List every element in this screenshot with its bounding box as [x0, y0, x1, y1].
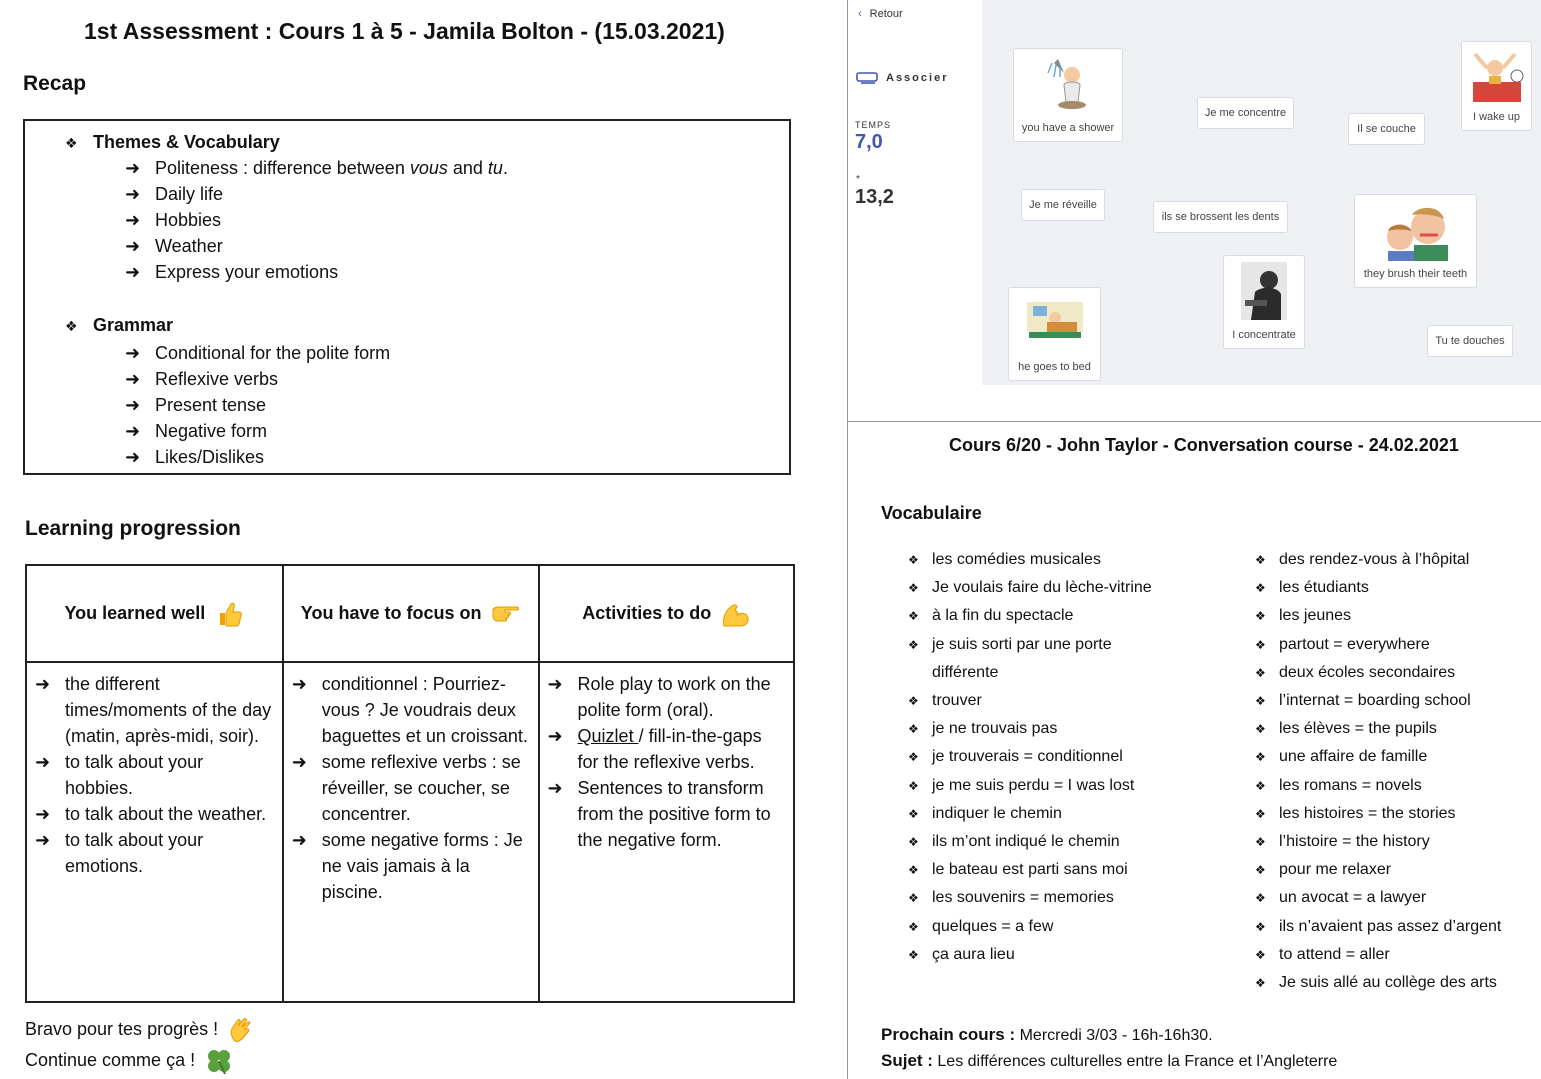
- theme-item: ➜ Weather: [125, 236, 223, 256]
- card-je-me-reveille[interactable]: Je me réveille: [1021, 189, 1105, 221]
- vocab-item: ❖ un avocat = a lawyer: [1255, 889, 1427, 907]
- theme-item: ➜ Daily life: [125, 184, 224, 204]
- arrow-icon: ➜: [125, 369, 141, 389]
- vocab-item: ❖ partout = everywhere: [1255, 635, 1430, 653]
- recap-heading: Recap: [23, 72, 87, 95]
- vocab-item: ❖ ils n’avaient pas assez d’argent: [1255, 917, 1502, 935]
- diamond-bullet-icon: ❖: [1255, 553, 1266, 567]
- vocab-item: ❖ les romans = novels: [1255, 776, 1422, 794]
- bed-illustration-icon: [1025, 300, 1085, 344]
- diamond-bullet-icon: ❖: [908, 806, 919, 821]
- theme-item: ➜ Politeness : difference between vous and tu.: [125, 158, 508, 178]
- vocab-item: ❖ trouver: [908, 692, 982, 709]
- horizontal-divider: [848, 421, 1541, 422]
- vocab-item: ❖ je trouverais = conditionnel: [908, 748, 1123, 766]
- brush-teeth-photo-icon: [1376, 201, 1456, 261]
- grammar-item: ➜ Reflexive verbs: [125, 369, 279, 389]
- subject-line: Sujet : Les différences culturelles entre la France et l’Angleterre: [881, 1051, 1338, 1070]
- activities-cell: [539, 662, 794, 1002]
- card-tu-te-douches[interactable]: Tu te douches: [1427, 325, 1513, 357]
- theme-item: ➜ Express your emotions: [125, 262, 339, 282]
- vocab-item: ❖ ils m’ont indiqué le chemin: [908, 833, 1120, 850]
- wake-up-illustration-icon: [1467, 46, 1527, 106]
- card-you-have-a-shower[interactable]: you have a shower: [1013, 48, 1123, 142]
- themes-heading-row: ❖ Themes & Vocabulary: [65, 132, 280, 152]
- game-board: [982, 0, 1541, 385]
- assessment-title: 1st Assessment : Cours 1 à 5 - Jamila Bolton - (15.03.2021): [84, 18, 725, 44]
- diamond-bullet-icon: ❖: [908, 581, 919, 596]
- vocab-item: ❖ les histoires = the stories: [1255, 804, 1456, 822]
- vocab-item: ❖ pour me relaxer: [1255, 861, 1392, 879]
- diamond-bullet-icon: ❖: [908, 891, 919, 906]
- arrow-icon: ➜: [125, 236, 141, 256]
- arrow-icon: ➜: [125, 395, 141, 415]
- arrow-icon: ➜: [125, 421, 141, 441]
- continue-line: Continue comme ça !: [25, 1046, 234, 1076]
- vocab-item: ❖ une affaire de famille: [1255, 748, 1428, 766]
- diamond-bullet-icon: ❖: [908, 722, 919, 737]
- progression-heading: Learning progression: [25, 517, 241, 540]
- diamond-bullet-icon: ❖: [1255, 609, 1266, 624]
- diamond-bullet-icon: ❖: [1255, 806, 1266, 821]
- list-item: ➜ to talk about your hobbies.: [65, 749, 276, 801]
- arrow-icon: ➜: [125, 262, 141, 282]
- diamond-bullet-icon: ❖: [1255, 947, 1266, 962]
- list-item: ➜ to talk about your emotions.: [65, 827, 276, 879]
- grammar-heading-row: ❖ Grammar: [65, 315, 174, 335]
- arrow-icon: ➜: [547, 726, 563, 746]
- matching-game-panel: [848, 0, 1541, 420]
- vocab-item: ❖ le bateau est parti sans moi: [908, 861, 1128, 879]
- diamond-bullet-icon: ❖: [908, 947, 919, 962]
- vocab-item: ❖ to attend = aller: [1255, 945, 1390, 963]
- best-time-value: 13,2: [855, 186, 894, 208]
- recap-box: [23, 119, 791, 475]
- card-ils-se-brossent-les-dents[interactable]: ils se brossent les dents: [1153, 201, 1288, 233]
- diamond-bullet-icon: ❖: [908, 835, 919, 849]
- card-i-wake-up[interactable]: I wake up: [1461, 41, 1532, 131]
- diamond-bullet-icon: ❖: [908, 750, 919, 765]
- vocab-heading: Vocabulaire: [881, 503, 982, 523]
- list-item: ➜ some negative forms : Je ne vais jamais à la piscine.: [322, 827, 532, 905]
- arrow-icon: ➜: [35, 674, 51, 694]
- card-they-brush-their-teeth[interactable]: they brush their teeth: [1354, 194, 1477, 288]
- list-item: ➜ to talk about the weather.: [65, 801, 276, 827]
- vocab-item: ❖ les souvenirs = memories: [908, 889, 1114, 907]
- grammar-item: ➜ Present tense: [125, 395, 267, 415]
- arrow-icon: ➜: [125, 343, 141, 363]
- clapping-hands-icon: [227, 1015, 257, 1045]
- diamond-bullet-icon: ❖: [65, 135, 78, 151]
- card-il-se-couche[interactable]: Il se couche: [1348, 113, 1425, 145]
- arrow-icon: ➜: [125, 447, 141, 467]
- flexed-biceps-icon: [720, 599, 750, 629]
- grammar-item: ➜ Conditional for the polite form: [125, 343, 391, 363]
- diamond-bullet-icon: ❖: [1255, 665, 1266, 680]
- diamond-bullet-icon: ❖: [908, 609, 919, 624]
- column-header: Activities to do: [539, 565, 794, 662]
- arrow-icon: ➜: [125, 184, 141, 204]
- vocab-item: ❖ l’histoire = the history: [1255, 833, 1430, 850]
- vocab-item: ❖ Je suis allé au collège des arts: [1255, 974, 1497, 991]
- arrow-icon: ➜: [547, 674, 563, 694]
- match-mode-icon: [856, 71, 880, 85]
- card-i-concentrate[interactable]: I concentrate: [1223, 255, 1305, 349]
- vocab-item: ❖ les élèves = the pupils: [1255, 720, 1437, 738]
- next-lesson-line: Prochain cours : Mercredi 3/03 - 16h-16h30.: [881, 1025, 1213, 1044]
- arrow-icon: ➜: [125, 158, 141, 178]
- diamond-bullet-icon: ❖: [1255, 891, 1266, 906]
- theme-item: ➜ Hobbies: [125, 210, 222, 230]
- diamond-bullet-icon: ❖: [1255, 976, 1266, 990]
- learned-well-cell: [26, 662, 283, 1002]
- arrow-icon: ➜: [35, 804, 51, 824]
- list-item: ➜ the different times/moments of the day (matin, après-midi, soir).: [65, 671, 276, 749]
- diamond-bullet-icon: ❖: [908, 778, 919, 793]
- diamond-bullet-icon: ❖: [65, 318, 78, 334]
- diamond-bullet-icon: ❖: [908, 863, 919, 878]
- column-header: You have to focus on: [283, 565, 539, 662]
- chevron-left-icon: ‹: [858, 8, 862, 20]
- vocab-item: ❖ à la fin du spectacle: [908, 607, 1074, 625]
- arrow-icon: ➜: [291, 830, 307, 850]
- vocab-item: ❖ quelques = a few: [908, 917, 1054, 935]
- diamond-bullet-icon: ❖: [908, 637, 919, 652]
- vocab-item: ❖ l’internat = boarding school: [1255, 692, 1471, 709]
- grammar-item: ➜ Negative form: [125, 421, 268, 441]
- diamond-bullet-icon: ❖: [1255, 835, 1266, 849]
- vocab-item: ❖ je me suis perdu = I was lost: [908, 776, 1135, 794]
- time-label: TEMPS: [855, 120, 892, 130]
- vocab-item: ❖ des rendez-vous à l’hôpital: [1255, 551, 1470, 568]
- diamond-bullet-icon: ❖: [908, 919, 919, 934]
- concentrate-photo-icon: [1241, 262, 1287, 320]
- diamond-bullet-icon: ❖: [908, 694, 919, 708]
- vocab-item: différente: [932, 663, 999, 681]
- list-item: ➜ Quizlet / fill-in-the-gaps for the reflexive verbs.: [578, 723, 787, 775]
- quizlet-link[interactable]: Quizlet: [577, 726, 639, 746]
- list-item: ➜ conditionnel : Pourriez-vous ? Je voudrais deux baguettes et un croissant.: [322, 671, 532, 749]
- vocab-item: ❖ je ne trouvais pas: [908, 720, 1058, 738]
- thumbs-up-icon: [214, 599, 244, 629]
- card-he-goes-to-bed[interactable]: he goes to bed: [1008, 287, 1101, 381]
- lesson-title: Cours 6/20 - John Taylor - Conversation course - 24.02.2021: [949, 435, 1459, 455]
- diamond-bullet-icon: ❖: [1255, 581, 1266, 596]
- mode-label: Associer: [856, 71, 948, 85]
- vocab-item: ❖ deux écoles secondaires: [1255, 663, 1456, 681]
- diamond-bullet-icon: ❖: [908, 553, 919, 567]
- shower-illustration-icon: [1038, 55, 1098, 115]
- card-je-me-concentre[interactable]: Je me concentre: [1197, 97, 1294, 129]
- bravo-line: Bravo pour tes progrès !: [25, 1015, 257, 1045]
- column-header: You learned well: [26, 565, 283, 662]
- pointing-right-icon: [490, 599, 520, 629]
- back-button[interactable]: ‹ Retour: [858, 8, 903, 20]
- focus-on-cell: [283, 662, 539, 1002]
- diamond-bullet-icon: ❖: [1255, 778, 1266, 793]
- list-item: ➜ Sentences to transform from the positive form to the negative form.: [578, 775, 787, 853]
- diamond-bullet-icon: ❖: [1255, 750, 1266, 765]
- time-value: 7,0: [855, 131, 883, 153]
- arrow-icon: ➜: [291, 674, 307, 694]
- four-leaf-clover-icon: [204, 1046, 234, 1076]
- diamond-bullet-icon: ❖: [1255, 863, 1266, 878]
- arrow-icon: ➜: [291, 752, 307, 772]
- vocab-item: ❖ les jeunes: [1255, 607, 1352, 625]
- diamond-bullet-icon: ❖: [1255, 694, 1266, 708]
- vocab-item: ❖ je suis sorti par une porte: [908, 635, 1112, 653]
- progression-table: [25, 564, 795, 1003]
- diamond-bullet-icon: ❖: [1255, 637, 1266, 652]
- list-item: ➜ some reflexive verbs : se réveiller, se coucher, se concentrer.: [322, 749, 532, 827]
- arrow-icon: ➜: [35, 830, 51, 850]
- arrow-icon: ➜: [547, 778, 563, 798]
- diamond-bullet-icon: ❖: [1255, 722, 1266, 737]
- arrow-icon: ➜: [125, 210, 141, 230]
- list-item: ➜ Role play to work on the polite form (oral).: [578, 671, 787, 723]
- vocab-item: ❖ indiquer le chemin: [908, 804, 1062, 822]
- diamond-bullet-icon: ❖: [1255, 919, 1266, 934]
- arrow-icon: ➜: [35, 752, 51, 772]
- vocab-item: ❖ Je voulais faire du lèche-vitrine: [908, 579, 1152, 597]
- game-sidebar: [848, 0, 982, 385]
- vocab-item: ❖ ça aura lieu: [908, 945, 1015, 963]
- vocab-item: ❖ les comédies musicales: [908, 551, 1101, 568]
- grammar-item: ➜ Likes/Dislikes: [125, 447, 265, 467]
- best-time-label: *: [856, 174, 860, 185]
- vocab-item: ❖ les étudiants: [1255, 579, 1369, 597]
